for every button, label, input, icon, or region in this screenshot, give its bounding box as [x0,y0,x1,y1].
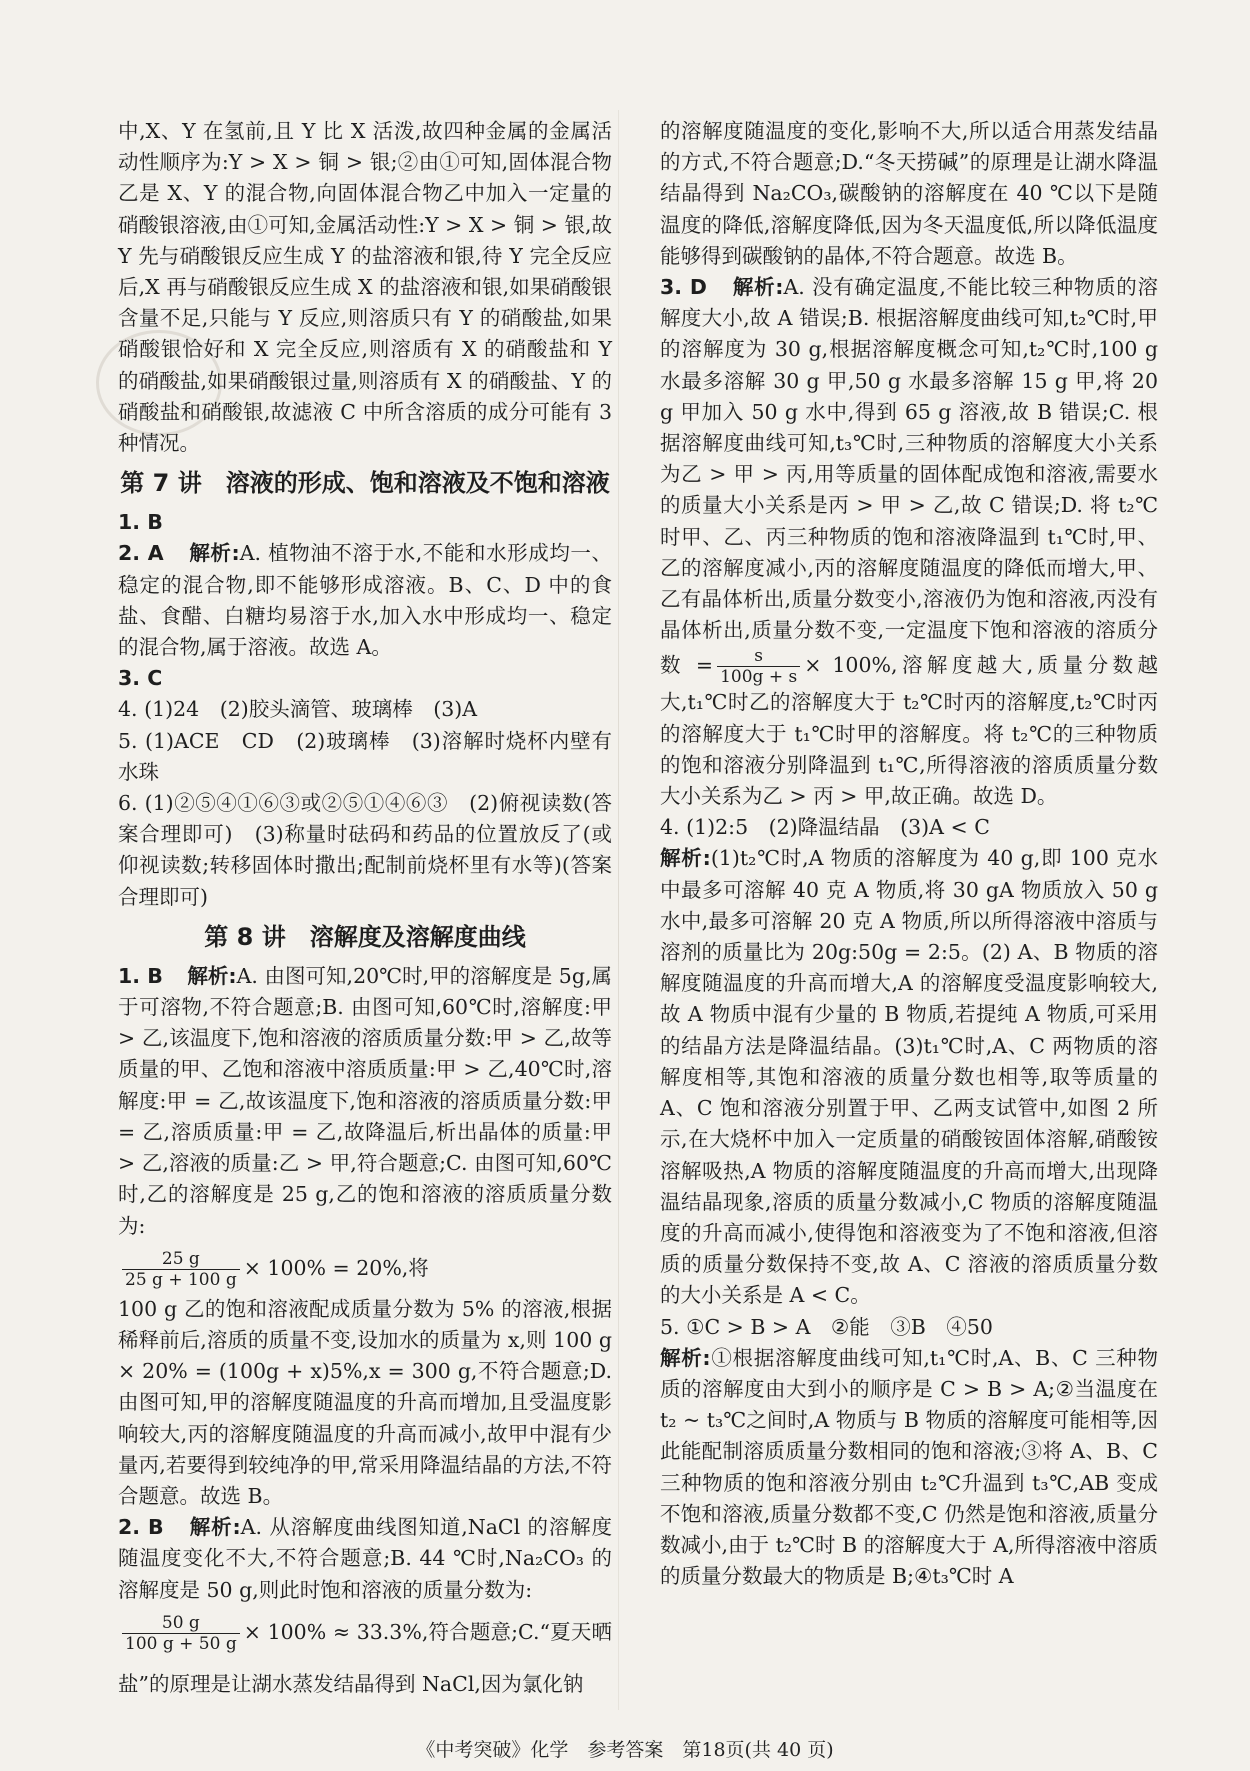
answer-5-right: 5. ①C > B > A ②能 ③B ④50 [660,1314,993,1339]
solution-2-formula: $\frac{50 g}{100 g + 50 g}$ × 100% ≈ 33.3%,符合题意;C.“夏天晒盐”的原理是让湖水蒸发结晶得到 NaCl,因为氯化钠 [118,1612,612,1696]
solution-1-formula: $\frac{25 g}{25 g + 100 g}$ × 100% = 20%,将 [118,1242,612,1294]
solution-1: 1. B 解析:A. 由图可知,20℃时,甲的溶解度是 5g,属于可溶物,不符合题意;B. 由图可知,60℃时,溶解度:甲 > 乙,该温度下,饱和溶液的溶质质量分数:甲 > 乙,故等质量的甲、乙饱和溶液中溶质质量:甲 > 乙,40℃时,溶解度:甲 = 乙,故该温度下,饱和溶液的溶质质量分数:甲 = 乙,溶质质量:甲 = 乙,故降温后,析出晶体的质量:甲 > 乙,溶液的质量:乙 > 甲,符合题意;C. 由图可知,60℃时,乙的溶解度是 25 g,乙的饱和溶液的溶质质量分数为: [118,963,612,1238]
solution-5: 解析:①根据溶解度曲线可知,t₁℃时,A、B、C 三种物质的溶解度由大到小的顺序是 C > B > A;②当温度在 t₂ ~ t₃℃之间时,A 物质与 B 物质的溶解度可能相等,因此能配制溶质质量分数相同的饱和溶液;③将 A、B、C 三种物质的饱和溶液分别由 t₂℃升温到 t₃℃,AB 变成不饱和溶液,质量分数都不变,C 仍然是饱和溶液,质量分数减小,由于 t₂℃时 B 的溶解度大于 A,所得溶液中溶质的质量分数最大的物质是 B;④t₃℃时 A [660,1345,1158,1589]
answer-1: 1. B [118,510,163,535]
answer-4-right: 4. (1)2:5 (2)降温结晶 (3)A < C [660,815,990,840]
fraction: $\frac{25 g}{25 g + 100 g}$ [122,1249,240,1290]
solution-3: 3. D 解析:A. 没有确定温度,不能比较三种物质的溶解度大小,故 A 错误;B. 根据溶解度曲线可知,t₂℃时,甲的溶解度为 30 g,根据溶解度概念可知,t₂℃时,100 g 水最多溶解 30 g 甲,50 g 水最多溶解 15 g 甲,将 20 g 甲加入 50 g 水中,得到 65 g 溶液,故 B 错误;C. 根据溶解度曲线可知,t₃℃时,三种物质的溶解度大小关系为乙 > 甲 > 丙,用等质量的固体配成饱和溶液,需要水的质量大小关系是丙 > 甲 > 乙,故 C 错误;D. 将 t₂℃时甲、乙、丙三种物质的饱和溶液降温到 t₁℃时,甲、乙的溶解度减小,丙的溶解度随温度的降低而增大,甲、乙有晶体析出,质量分数变小,溶液仍为饱和溶液,丙没有晶体析出,质量分数不变,一定温度下饱和溶液的溶质分数 = $\frac{s}{100g + s}$ × 100%,溶解度越大,质量分数越大,t₁℃时乙的溶解度大于 t₂℃时丙的溶解度,t₂℃时丙的溶解度大于 t₁℃时甲的溶解度。将 t₂℃的三种物质的饱和溶液分别降温到 t₁℃,所得溶液的溶质质量分数大小关系为乙 > 丙 > 甲,故正确。故选 D。 [660,275,1158,809]
section-heading-7: 第 7 讲 溶液的形成、饱和溶液及不饱和溶液 [120,469,610,498]
solution-1-cont: 100 g 乙的饱和溶液配成质量分数为 5% 的溶液,根据稀释前后,溶质的质量不变,设加水的质量为 x,则 100 g × 20% = (100g + x)5%,x = 300 g,不符合题意;D. 由图可知,甲的溶解度随温度的升高而增加,且受温度影响较大,丙的溶解度随温度的升高而减小,故甲中混有少量丙,若要得到较纯净的甲,常采用降温结晶的方法,不符合题意。故选 B。 [118,1296,612,1508]
fraction: $\frac{50 g}{100 g + 50 g}$ [122,1613,240,1654]
solution-2: 2. B 解析:A. 从溶解度曲线图知道,NaCl 的溶解度随温度变化不大,不符合题意;B. 44 ℃时,Na₂CO₃ 的溶解度是 50 g,则此时饱和溶液的质量分数为: [118,1515,612,1602]
paragraph: 中,X、Y 在氢前,且 Y 比 X 活泼,故四种金属的金属活动性顺序为:Y > X > 铜 > 银;②由①可知,固体混合物乙是 X、Y 的混合物,向固体混合物乙中加入一定量的硝酸银溶液,由①可知,金属活动性:Y > X > 铜 > 银,故 Y 先与硝酸银反应生成 Y 的盐溶液和银,待 Y 完全反应后,X 再与硝酸银反应生成 X 的盐溶液和银,如果硝酸银含量不足,只能与 Y 反应,则溶质只有 Y 的硝酸盐,如果硝酸银恰好和 X 完全反应,则溶质有 X 的硝酸盐和 Y 的硝酸盐,如果硝酸银过量,则溶质有 X 的硝酸盐、Y 的硝酸盐和硝酸银,故滤液 C 中所含溶质的成分可能有 3 种情况。 [118,119,612,456]
fraction: $\frac{s}{100g + s}$ [717,646,800,687]
answer-4: 4. (1)24 (2)胶头滴管、玻璃棒 (3)A [118,697,478,722]
left-column [118,116,612,1710]
answer-3: 3. C [118,666,163,691]
answer-2: 2. A 解析:A. 植物油不溶于水,不能和水形成均一、稳定的混合物,即不能够形成溶液。B、C、D 中的食盐、食醋、白糖均易溶于水,加入水中形成均一、稳定的混合物,属于溶液。故选 A。 [118,541,612,660]
page-footer: 《中考突破》化学 参考答案 第18页(共 40 页) [416,1739,834,1761]
paragraph: 的溶解度随温度的变化,影响不大,所以适合用蒸发结晶的方式,不符合题意;D.“冬天捞碱”的原理是让湖水降温结晶得到 Na₂CO₃,碳酸钠的溶解度在 40 ℃以下是随温度的降低,溶解度降低,因为冬天温度低,所以降低温度能够得到碳酸钠的晶体,不符合题意。故选 B。 [660,119,1158,268]
solution-4: 解析:(1)t₂℃时,A 物质的溶解度为 40 g,即 100 克水中最多可溶解 40 克 A 物质,将 30 gA 物质放入 50 g 水中,最多可溶解 20 克 A 物质,所以所得溶液中溶质与溶剂的质量比为 20g:50g = 2:5。(2) A、B 物质的溶解度随温度的升高而增大,A 的溶解度受温度影响较大,故 A 物质中混有少量的 B 物质,若提纯 A 物质,可采用的结晶方法是降温结晶。(3)t₁℃时,A、C 两物质的溶解度相等,其饱和溶液的质量分数也相等,取等质量的 A、C 饱和溶液分别置于甲、乙两支试管中,如图 2 所示,在大烧杯中加入一定质量的硝酸铵固体溶解,硝酸铵溶解吸热,A 物质的溶解度随温度的升高而增大,出现降温结晶现象,溶质的质量分数减小,C 物质的溶解度随温度的升高而减小,使得饱和溶液变为了不饱和溶液,但溶质的质量分数保持不变,故 A、C 溶液的溶质质量分数的大小关系是 A < C。 [660,846,1158,1308]
right-column [660,116,1158,1592]
section-heading-8: 第 8 讲 溶解度及溶解度曲线 [204,922,526,951]
answer-6: 6. (1)②⑤④①⑥③或②⑤①④⑥③ (2)俯视读数(答案合理即可) (3)称量时砝码和药品的位置放反了(或仰视读数;转移固体时撒出;配制前烧杯里有水等)(答案合理即可) [118,791,612,909]
answer-5: 5. (1)ACE CD (2)玻璃棒 (3)溶解时烧杯内壁有水珠 [118,728,612,784]
page-fold [618,110,619,1710]
